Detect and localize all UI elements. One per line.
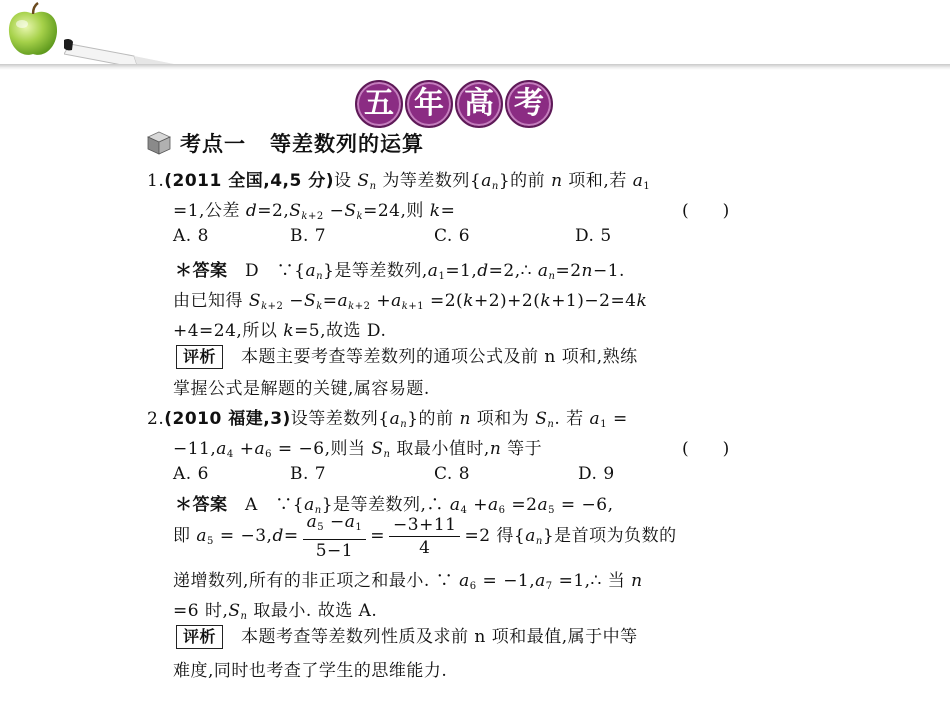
cube-icon	[146, 130, 172, 156]
q2-analysis-line-1	[176, 622, 638, 649]
section-topic: 等差数列的运算	[270, 132, 424, 156]
q2-answer-line-3: 递增数列,所有的非正项之和最小. ∵ $a_6 = -1,a_7$ =1,∴ 当 n	[173, 571, 643, 592]
q1-analysis-label: 评析	[176, 345, 223, 369]
q1-answer-line-2: 由已知得 $S_{k+2} -S_k=a_{k+2} +a_{k+1} =2(k+2)+2(k+1)-2=4k$	[173, 291, 648, 312]
q1-line-1: 1.(2011 全国,4,5 分)设 $S_n$ 为等差数列$\{a_n\}$的前 n 项和,若 $a_1$	[147, 171, 651, 192]
q2-analysis-line-2: 难度,同时也考查了学生的思维能力.	[173, 661, 448, 681]
section-label: 考点一	[180, 132, 246, 156]
q2-answer-line-4: =6 时$,S_n$ 取最小. 故选 A.	[173, 601, 378, 622]
q1-answer-line-3: +4=24,所以 k=5,故选 D.	[173, 321, 387, 341]
q2-answer-letter: A	[245, 495, 258, 515]
q2-answer-line-1: ＊答案 A $\because\{a_n\}$是等差数列,∴ $a_4 +a_6 =2a_5 = -6$,	[175, 495, 614, 516]
title-char: 年	[405, 80, 453, 128]
fraction: $\frac{a_5 -a_1}{5-1}$	[303, 511, 367, 562]
q2-analysis-label: 评析	[176, 625, 223, 649]
q1-answer-label: ＊答案	[175, 261, 228, 281]
q1-blank: ( )	[682, 201, 730, 221]
title-char: 高	[455, 80, 503, 128]
q2-option-a: A. 6	[173, 464, 209, 484]
q2-answer-line-2: 即 $a_5 = -3,d=$ $\frac{a_5 -a_1}{5-1}$ = $\frac{-3+11}{4}$ =2 得$\{a_n\}$是首项为负数的	[173, 512, 677, 561]
q2-line-1: 2.(2010 福建,3)设等差数列$\{a_n\}$的前 n 项和为 $S_n$. 若 $a_1$ =	[147, 409, 628, 430]
q2-option-b: B. 7	[290, 464, 327, 484]
q1-option-d: D. 5	[575, 226, 612, 246]
q1-number: 1.	[147, 171, 165, 191]
q2-blank: ( )	[682, 439, 730, 459]
q1-analysis-line-1	[176, 342, 638, 369]
apple-icon	[4, 2, 62, 60]
q2-analysis-text-1: 本题考查等差数列性质及求前 n 项和最值,属于中等	[241, 627, 638, 647]
title-char: 考	[505, 80, 553, 128]
q2-option-d: D. 9	[578, 464, 615, 484]
title-char: 五	[355, 80, 403, 128]
q1-option-c: C. 6	[434, 226, 471, 246]
q1-answer-line-1: ＊答案 D $\because\{a_n\}$是等差数列$,a_1=1,d=2,\therefore$ $a_n=2n-1$.	[175, 261, 625, 282]
header-decoration	[0, 0, 950, 78]
q1-line-2: =1,公差 $d=2,S_{k+2} -S_k=24$,则 k=	[173, 201, 456, 222]
q1-analysis-line-2: 掌握公式是解题的关键,属容易题.	[173, 379, 430, 399]
q1-source: (2011 全国,4,5 分)	[164, 171, 334, 191]
q2-source: (2010 福建,3)	[164, 409, 291, 429]
q1-analysis-text-1: 本题主要考查等差数列的通项公式及前 n 项和,熟练	[241, 347, 638, 367]
q2-option-c: C. 8	[434, 464, 471, 484]
section-header	[146, 128, 424, 158]
pencil-icon	[64, 34, 174, 68]
q1-option-b: B. 7	[290, 226, 327, 246]
q1-answer-letter: D	[245, 261, 260, 281]
fraction: $\frac{-3+11}{4}$	[389, 514, 460, 559]
q1-option-a: A. 8	[173, 226, 209, 246]
q2-answer-label: ＊答案	[175, 495, 228, 515]
page-title	[355, 80, 553, 128]
q2-number: 2.	[147, 409, 165, 429]
q2-line-2: $-11,a_4 +a_6 = -6$,则当 $S_n$ 取最小值时,n 等于	[173, 439, 543, 460]
header-rule	[0, 64, 950, 70]
